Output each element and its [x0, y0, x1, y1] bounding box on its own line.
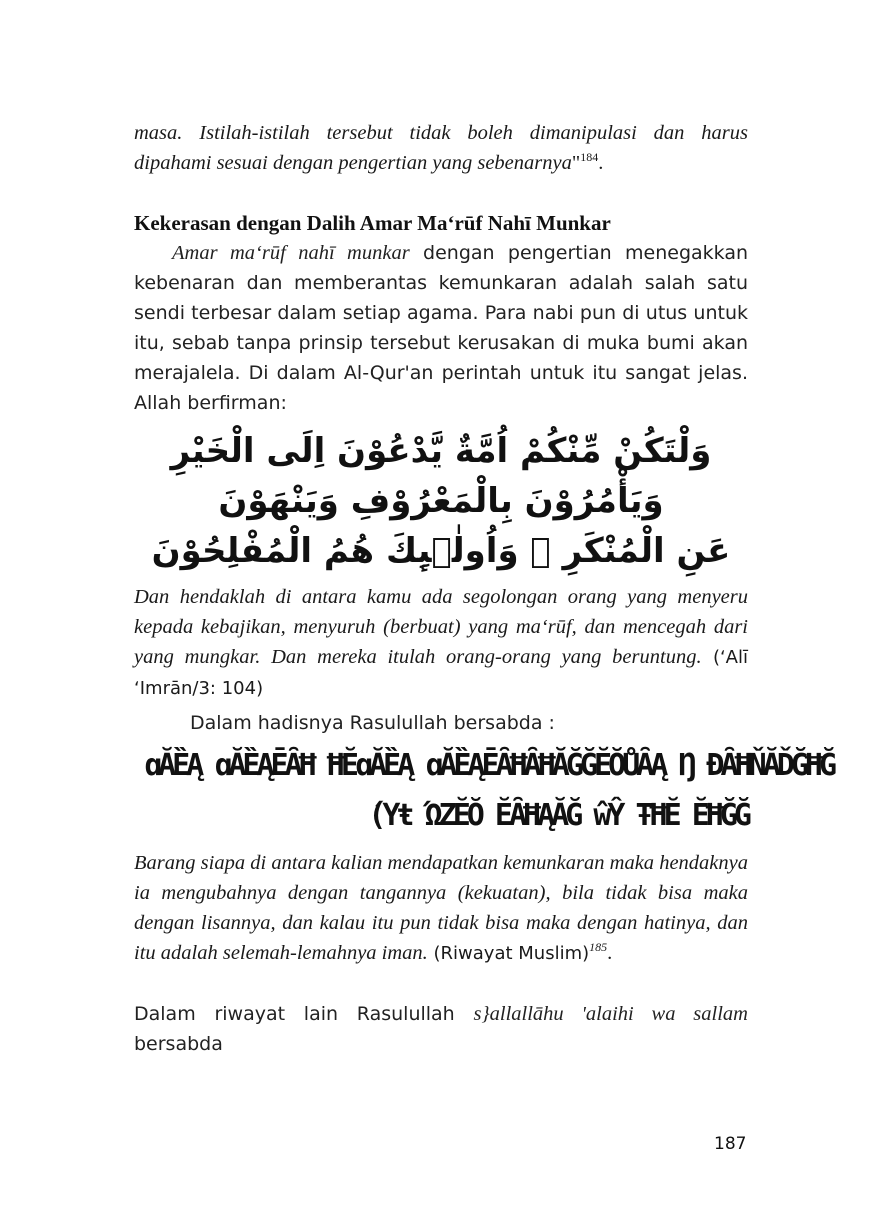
quran-verse — [134, 426, 748, 576]
hadith-end: . — [607, 942, 613, 964]
intro-line2: dipahami sesuai dengan pengertian yang sebenarnya — [134, 152, 572, 174]
closing-text-2: bersabda — [134, 1033, 223, 1055]
amar-maruf-term: Amar ma‘rūf nahī munkar — [172, 242, 410, 264]
closing-text: Dalam riwayat lain Rasulullah — [134, 1003, 474, 1025]
intro-line1: masa. Istilah-istilah tersebut tidak boleh dimanipulasi dan harus — [134, 122, 748, 144]
hadith-arabic-line-2: (Ύŧ ΏΖĔŎ ĔȂĦĄĂĞ ŵŶ ŦĦĔ ĔĦĞĞ — [368, 798, 748, 833]
hadith-translation — [134, 848, 748, 969]
closing-paragraph — [134, 999, 748, 1059]
spacer — [134, 178, 748, 208]
verse-reference: (ʻAlī ʻImrān/3: 104) — [134, 647, 749, 699]
page-number: 187 — [714, 1134, 747, 1154]
section-paragraph — [134, 238, 748, 418]
hadith-intro: Dalam hadisnya Rasulullah bersabda : — [190, 712, 555, 734]
verse-translation-text: Dan hendaklah di antara kamu ada segolongan orang yang menyeru kepada kebajikan, menyuruh (berbuat) yang ma‘rūf, dan mencegah dari yang mungkar. Dan mereka itulah orang-orang yang beruntung. — [134, 586, 748, 668]
footnote-185[interactable]: 185 — [589, 940, 608, 955]
quran-line-2: عَنِ الْمُنْكَرِ ۗ وَاُولٰۤىِٕكَ هُمُ الْمُفْلِحُوْنَ — [151, 531, 731, 571]
intro-quote: " — [571, 152, 581, 174]
intro-paragraph — [134, 118, 748, 178]
intro-end: . — [598, 152, 604, 174]
verse-translation — [134, 582, 748, 704]
section-heading: Kekerasan dengan Dalih Amar Ma‘rūf Nahī Munkar — [134, 211, 611, 235]
quran-line-1: وَلْتَكُنْ مِّنْكُمْ اُمَّةٌ يَّدْعُوْنَ اِلَى الْخَيْرِ وَيَأْمُرُوْنَ بِالْمَعْرُوْفِ وَيَنْهَوْنَ — [170, 431, 712, 521]
salawat-term: s}allallāhu 'alaihi wa sallam — [473, 1003, 748, 1025]
page-content — [134, 118, 834, 1059]
section-paragraph-rest: dengan pengertian menegakkan kebenaran dan memberantas kemunkaran adalah salah satu sendi terbesar dalam setiap agama. Para nabi pun di utus untuk itu, sebab tanpa prinsip tersebut kerusakan di muka bumi akan merajalela. Di dalam Al-Qur'an perintah untuk itu sangat jelas. Allah berfirman: — [134, 242, 748, 414]
footnote-184[interactable]: 184 — [580, 150, 599, 165]
hadith-arabic-line-1: ɑĂȄĄ ɑĂȄĄĒȂĦ ĦĔɑĂȄĄ ɑĂȄĄĒȂĦȂĦĂĞĞĔŎŮȂĄ Ŋ ĐȂĦŇĂĎĞĦĞ — [144, 748, 834, 783]
hadith-reference: (Riwayat Muslim) — [427, 943, 590, 964]
spacer — [134, 969, 748, 999]
hadith-translation-text: Barang siapa di antara kalian mendapatkan kemunkaran maka hendaknya ia mengubahnya dengan tangannya (kekuatan), bila tidak bisa maka dengan lisannya, dan kalau itu pun tidak bisa maka dengan hatinya, dan itu adalah selemah-lemahnya iman. — [134, 852, 748, 964]
